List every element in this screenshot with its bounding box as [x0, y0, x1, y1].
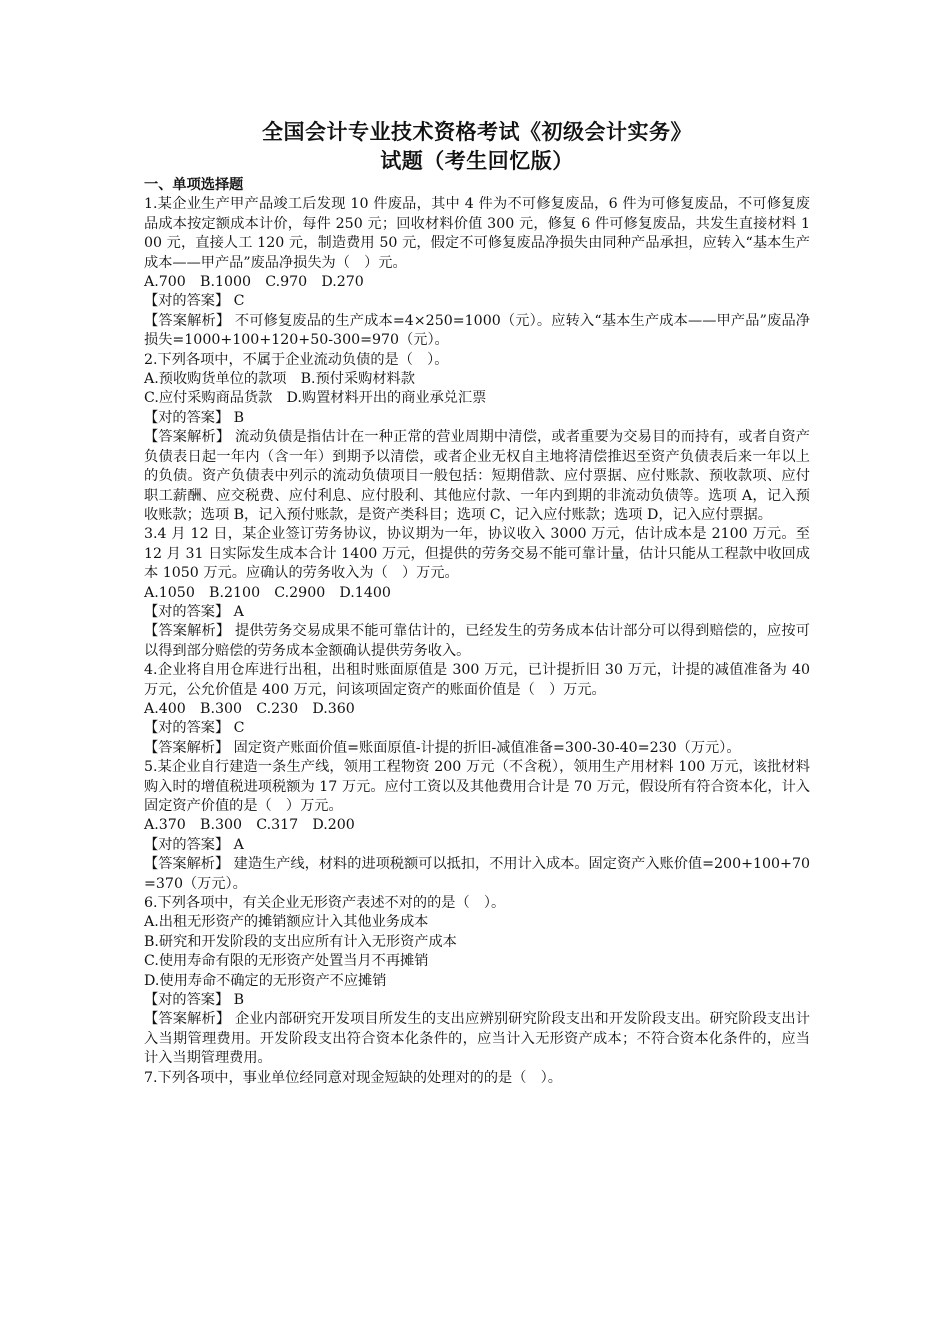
question-3	[144, 525, 810, 661]
correct-answer: 【对的答案】 A	[144, 836, 244, 853]
question-5	[144, 758, 810, 894]
correct-answer: 【对的答案】 C	[144, 293, 245, 310]
answer-analysis: 【答案解析】 固定资产账面价值=账面原值-计提的折旧-减值准备=300-30-40=230（万元）。	[144, 739, 741, 756]
question-option: C.使用寿命有限的无形资产处置当月不再摊销	[144, 953, 429, 970]
question-4	[144, 661, 810, 758]
question-option: A.预收购货单位的款项 B.预付采购材料款	[144, 371, 415, 388]
question-stem: 4.企业将自用仓库进行出租，出租时账面原值是 300 万元，已计提折旧 30 万元，计提的减值准备为 40 万元，公允价值是 400 万元，问该项固定资产的账面价值是（ ）万元。	[144, 662, 810, 698]
correct-answer: 【对的答案】 B	[144, 409, 245, 426]
answer-analysis: 【答案解析】 不可修复废品的生产成本=4×250=1000（元）。应转入“基本生产成本——甲产品”废品净损失=1000+100+120+50-300=970（元）。	[144, 312, 810, 349]
doc-title-line2: 试题（考生回忆版）	[380, 149, 574, 173]
document-page	[144, 118, 810, 1088]
question-stem: 6.下列各项中，有关企业无形资产表述不对的的是（ ）。	[144, 895, 506, 912]
question-1	[144, 195, 810, 350]
question-stem: 3.4 月 12 日，某企业签订劳务协议，协议期为一年，协议收入 3000 万元，估计成本是 2100 万元。至 12 月 31 日实际发生成本合计 1400 万元，但提供的劳务交易不能可靠计量，估计只能从工程款中收回成本 1050 万元。应确认的劳务收入为（ ）万元。	[144, 526, 810, 582]
question-stem: 1.某企业生产甲产品竣工后发现 10 件废品，其中 4 件为不可修复废品，6 件为可修复废品，不可修复废品成本按定额成本计价，每件 250 元；回收材料价值 300 元，修复 6 件可修复废品，共发生直接材料 100 元，直接人工 120 元，制造费用 50 元，假定不可修复废品净损失由同种产品承担，应转入“基本生产成本——甲产品”废品净损失为（ ）元。	[144, 196, 810, 271]
section-heading: 一、单项选择题	[144, 177, 244, 193]
question-option: D.使用寿命不确定的无形资产不应摊销	[144, 972, 387, 989]
answer-analysis: 【答案解析】 流动负债是指估计在一种正常的营业周期中清偿，或者重要为交易目的而持有，或者自资产负债表日起一年内（含一年）到期予以清偿，或者企业无权自主地将清偿推迟至资产负债表后来一年以上的负债。资产负债表中列示的流动负债项目一般包括：短期借款、应付票据、应付账款、预收款项、应付职工薪酬、应交税费、应付利息、应付股利、其他应付款、一年内到期的非流动负债等。选项 A，记入预收账款；选项 B，记入预付账款，是资产类科目；选项 C，记入应付账款；选项 D，记入应付票据。	[144, 429, 810, 523]
question-option: B.研究和开发阶段的支出应所有计入无形资产成本	[144, 933, 457, 950]
answer-analysis: 【答案解析】 提供劳务交易成果不能可靠估计的，已经发生的劳务成本估计部分可以得到赔偿的，应按可以得到部分赔偿的劳务成本金额确认提供劳务收入。	[144, 623, 810, 659]
question-stem: 5.某企业自行建造一条生产线，领用工程物资 200 万元（不含税），领用生产用材料 100 万元，该批材料购入时的增值税进项税额为 17 万元。应付工资以及其他费用合计是 70 万元，假设所有符合资本化，计入固定资产价值的是（ ）万元。	[144, 759, 810, 814]
question-stem: 2.下列各项中，不属于企业流动负债的是（ ）。	[144, 351, 449, 368]
answer-analysis: 【答案解析】 企业内部研究开发项目所发生的支出应辨别研究阶段支出和开发阶段支出。研究阶段支出计入当期管理费用。开发阶段支出符合资本化条件的，应当计入无形资产成本；不符合资本化条件的，应当计入当期管理费用。	[144, 1011, 810, 1067]
doc-title-line1: 全国会计专业技术资格考试《初级会计实务》	[262, 120, 692, 144]
correct-answer: 【对的答案】 C	[144, 720, 245, 737]
question-option: A.出租无形资产的摊销额应计入其他业务成本	[144, 914, 429, 931]
question-2	[144, 351, 810, 526]
correct-answer: 【对的答案】 B	[144, 992, 245, 1009]
question-7	[144, 1069, 810, 1088]
question-stem: 7.下列各项中，事业单位经同意对现金短缺的处理对的的是（ ）。	[144, 1069, 562, 1086]
correct-answer: 【对的答案】 A	[144, 603, 244, 620]
question-options: A.400 B.300 C.230 D.360	[144, 700, 355, 717]
question-options: A.700 B.1000 C.970 D.270	[144, 274, 364, 291]
question-6	[144, 894, 810, 1069]
question-options: A.1050 B.2100 C.2900 D.1400	[144, 584, 391, 601]
question-option: C.应付采购商品货款 D.购置材料开出的商业承兑汇票	[144, 390, 487, 407]
question-options: A.370 B.300 C.317 D.200	[144, 817, 355, 834]
answer-analysis: 【答案解析】 建造生产线，材料的进项税额可以抵扣，不用计入成本。固定资产入账价值=200+100+70=370（万元）。	[144, 856, 810, 892]
